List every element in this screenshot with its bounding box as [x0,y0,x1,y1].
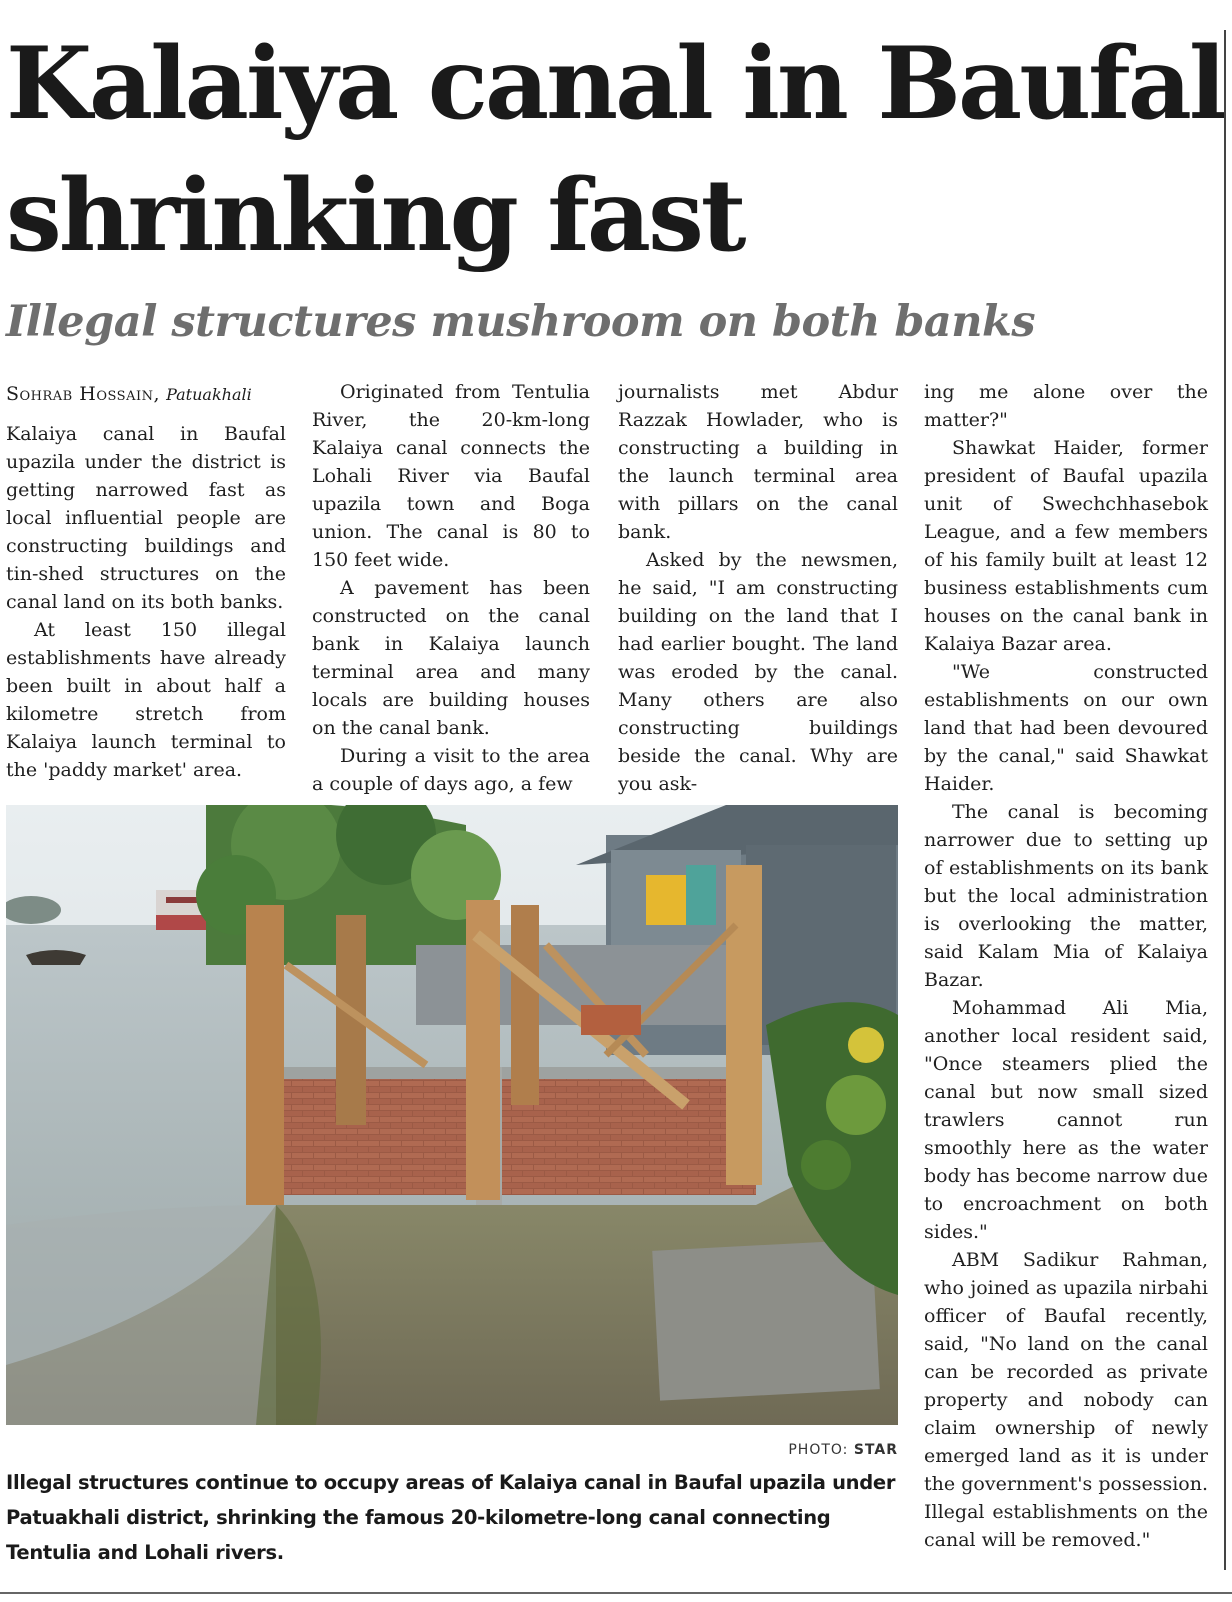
news-photo [6,805,898,1425]
subheadline: Illegal structures mushroom on both banks [6,297,1036,347]
headline-line-2: shrinking fast [6,158,744,274]
paragraph: Shawkat Haider, former president of Baufal upazila unit of Swechchhasebok League, and a few members of his family built at least 12 business establishments cum houses on the canal bank in Kalaiya Bazar area. [924,437,1208,655]
paragraph: "We constructed establishments on our own land that had been devoured by the canal," said Shawkat Haider. [924,661,1208,795]
photo-credit [600,1442,898,1458]
paragraph: At least 150 illegal establishments have already been built in about half a kilometre stretch from Kalaiya launch terminal to the 'paddy market' area. [6,619,286,781]
byline [6,380,296,409]
article-column-2 [312,378,590,798]
paragraph: During a visit to the area a couple of days ago, a few [312,745,590,795]
paragraph: Kalaiya canal in Baufal upazila under the district is getting narrowed fast as local influential people are constructing buildings and tin-shed structures on the canal land on its both banks. [6,423,286,613]
byline-author: Sohrab Hossain, [6,383,161,405]
bottom-rule [0,1592,1232,1594]
column-rule-right [1224,30,1226,1570]
paragraph: Originated from Tentulia River, the 20-km-long Kalaiya canal connects the Lohali River via Baufal upazila town and Boga union. The canal is 80 to 150 feet wide. [312,381,590,571]
article-column-4 [924,378,1208,1554]
headline [6,18,1224,282]
paragraph: journalists met Abdur Razzak Howlader, who is constructing a building in the launch terminal area with pillars on the canal bank. [618,381,898,543]
paragraph: ing me alone over the matter?" [924,381,1208,431]
photo-credit-prefix: PHOTO: [788,1442,849,1458]
byline-place: Patuakhali [166,385,252,404]
paragraph: Mohammad Ali Mia, another local resident said, "Once steamers plied the canal but now small sized trawlers cannot run smoothly here as the water body has become narrow due to encroachment on both sides." [924,997,1208,1243]
photo-credit-source: STAR [853,1442,898,1458]
paragraph: Asked by the newsmen, he said, "I am constructing building on the land that I had earlier bought. The land was eroded by the canal. Many others are also constructing buildings beside the canal. Why are you ask- [618,549,898,795]
article-column-1 [6,420,286,784]
photo-caption: Illegal structures continue to occupy areas of Kalaiya canal in Baufal upazila under Patuakhali district, shrinking the famous 20-kilometre-long canal connecting Tentulia and Lohali rivers. [6,1471,896,1564]
paragraph: The canal is becoming narrower due to setting up of establishments on its bank but the local administration is overlooking the matter, said Kalam Mia of Kalaiya Bazar. [924,801,1208,991]
article-column-3 [618,378,898,798]
canal-construction-photo-illustration [6,805,898,1425]
paragraph: ABM Sadikur Rahman, who joined as upazila nirbahi officer of Baufal recently, said, "No land on the canal can be recorded as private property and nobody can claim ownership of newly emerged land as it is under the government's possession. Illegal establishments on the canal will be removed." [924,1249,1208,1551]
headline-line-1: Kalaiya canal in Baufal [6,26,1224,142]
paragraph: A pavement has been constructed on the canal bank in Kalaiya launch terminal area and many locals are building houses on the canal bank. [312,577,590,739]
